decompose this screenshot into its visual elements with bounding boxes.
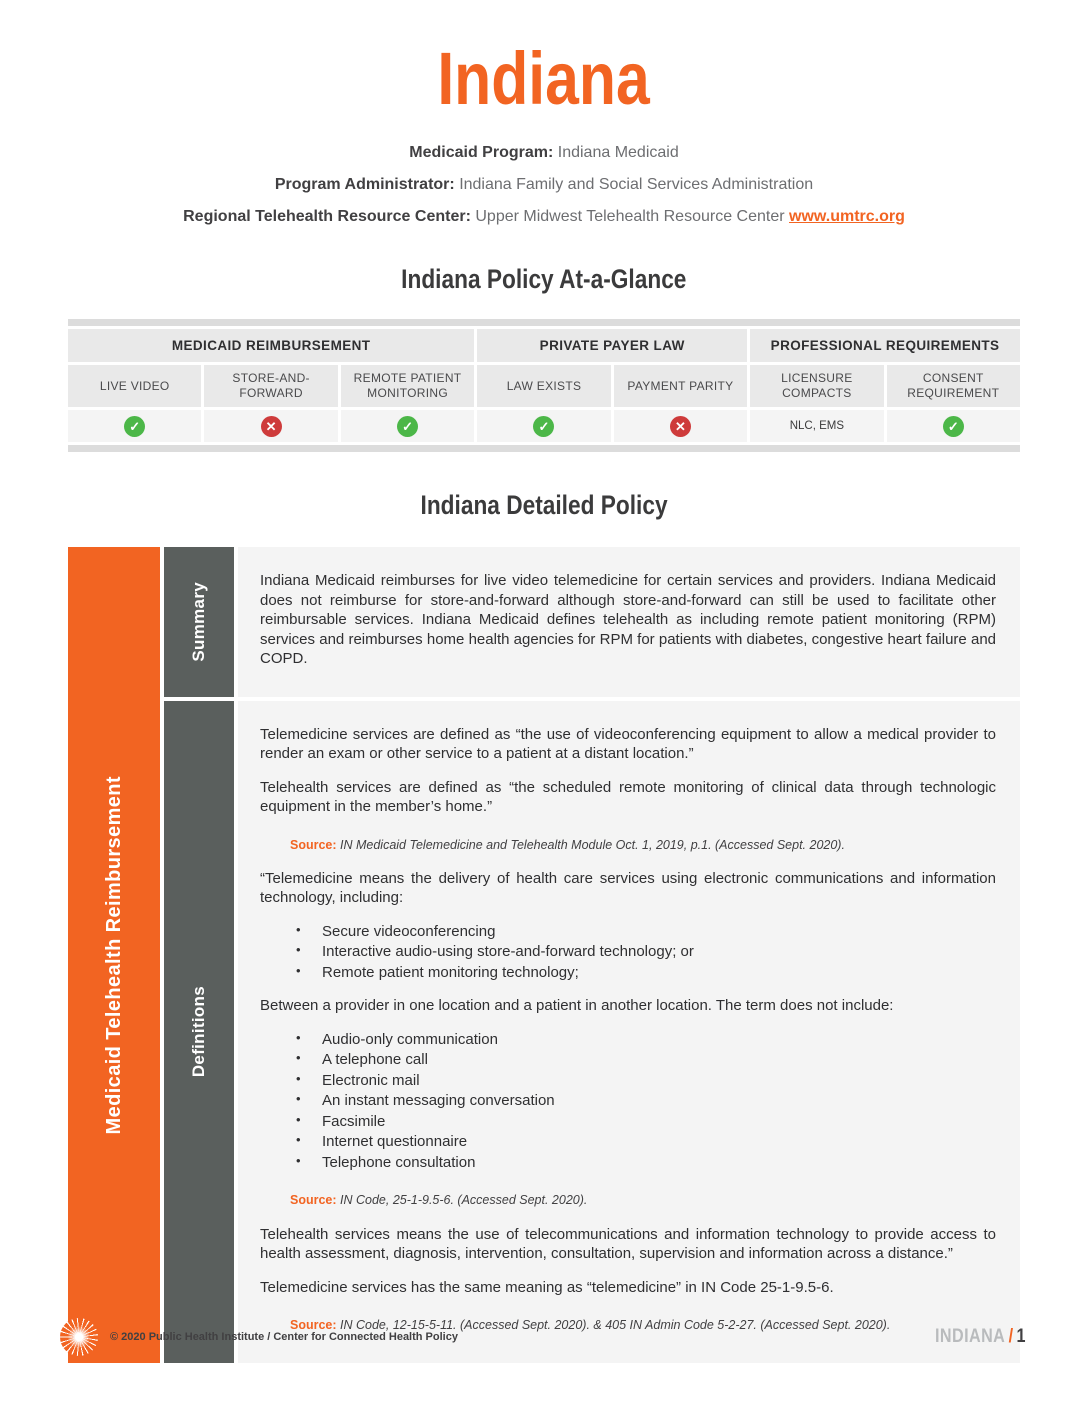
section-label xyxy=(164,547,234,697)
policy-bullet-item: • Telephone consultation xyxy=(288,1153,996,1173)
policy-paragraph: Telemedicine services are defined as “the use of videoconferencing equipment to allow a medical provider to render an exam or other service to a patient at a distant location.” xyxy=(260,725,996,762)
meta-value: Upper Midwest Telehealth Resource Center xyxy=(475,208,785,225)
cross-icon: ✕ xyxy=(670,416,691,437)
table-column-header: PAYMENT PARITY xyxy=(614,365,747,407)
policy-paragraph: Telehealth services are defined as “the scheduled remote monitoring of clinical data through technologic equipment in the member’s home.” xyxy=(260,778,996,815)
glance-heading: Indiana Policy At-a-Glance xyxy=(401,264,687,294)
table-group-header: MEDICAID REIMBURSEMENT xyxy=(68,329,474,362)
policy-bullet-item: • Remote patient monitoring technology; xyxy=(288,963,996,983)
meta-value: Indiana Medicaid xyxy=(557,144,679,161)
meta-label: Program Administrator: xyxy=(274,176,455,193)
source-label: Source: xyxy=(290,1193,341,1208)
table-value-cell xyxy=(887,410,1020,442)
table-column-header: CONSENT REQUIREMENT xyxy=(887,365,1020,407)
meta-label: Regional Telehealth Resource Center: xyxy=(183,208,471,225)
header-meta xyxy=(68,144,1020,226)
phi-sunburst-logo-icon xyxy=(60,1318,98,1356)
policy-bullet-list xyxy=(288,922,996,983)
copyright-text: © 2020 Public Health Institute / Center for Connected Health Policy xyxy=(110,1331,458,1343)
policy-bullet-item: • Internet questionnaire xyxy=(288,1132,996,1152)
section-content xyxy=(238,547,1020,697)
policy-bullet-item: • Electronic mail xyxy=(288,1071,996,1091)
policy-paragraph: Indiana Medicaid reimburses for live video telemedicine for certain services and providers. Indiana Medicaid does not reimburse for store-and-forward although store-and-forward can still be used to facilitate other reimbursable services. Indiana Medicaid defines telehealth as including remote patient monitoring (RPM) services and reimburses home health agencies for RPM for patients with diabetes, congestive heart failure and COPD. xyxy=(260,572,996,667)
page-indicator-state: INDIANA xyxy=(935,1326,1006,1347)
policy-bullet-item: • A telephone call xyxy=(288,1050,996,1070)
table-column-header: REMOTE PATIENT MONITORING xyxy=(341,365,474,407)
table-top-bar xyxy=(68,319,1020,326)
policy-paragraph: “Telemedicine means the delivery of health care services using electronic communications and information technology, including: xyxy=(260,869,996,907)
meta-label: Medicaid Program: xyxy=(409,144,554,161)
table-column-header: STORE-AND-FORWARD xyxy=(204,365,337,407)
policy-bullet-item: • Audio-only communication xyxy=(288,1030,996,1050)
table-value-cell xyxy=(750,410,883,442)
meta-value: Indiana Family and Social Services Administration xyxy=(459,176,814,193)
policy-bullet-item: • Interactive audio-using store-and-forward technology; or xyxy=(288,942,996,962)
table-value-cell xyxy=(204,410,337,442)
table-value-cell xyxy=(614,410,747,442)
page-title: Indiana xyxy=(437,37,651,120)
category-sidebar xyxy=(68,547,160,1363)
table-group-header: PRIVATE PAYER LAW xyxy=(477,329,747,362)
umtrc-link[interactable]: www.umtrc.org xyxy=(789,208,905,225)
policy-paragraph: Telemedicine services has the same meaning as “telemedicine” in IN Code 25-1-9.5-6. xyxy=(260,1278,834,1296)
table-value-cell xyxy=(68,410,201,442)
section-label xyxy=(164,701,234,1364)
section-content xyxy=(238,701,1020,1364)
meta-program-administrator xyxy=(68,176,1020,194)
check-icon: ✓ xyxy=(397,416,418,437)
check-icon: ✓ xyxy=(533,416,554,437)
policy-bullet-list xyxy=(288,1030,996,1173)
source-label: Source: xyxy=(290,837,341,852)
source-text: IN Medicaid Telemedicine and Telehealth Module Oct. 1, 2019, p.1. (Accessed Sept. 2020). xyxy=(340,837,845,852)
table-column-header: LAW EXISTS xyxy=(477,365,610,407)
table-group-header: PROFESSIONAL REQUIREMENTS xyxy=(750,329,1020,362)
policy-paragraph: Between a provider in one location and a patient in another location. The term does not include: xyxy=(260,997,894,1015)
detail-sections xyxy=(164,547,1020,1363)
detail-heading: Indiana Detailed Policy xyxy=(420,490,668,520)
meta-telehealth-resource-center xyxy=(68,208,1020,226)
check-icon: ✓ xyxy=(943,416,964,437)
page-footer xyxy=(60,1318,1026,1356)
detailed-policy-block xyxy=(68,547,1020,1363)
policy-paragraph: Telehealth services means the use of telecommunications and information technology to provide access to health assessment, diagnosis, intervention, consultation, supervision and information across a distance.” xyxy=(260,1225,996,1262)
policy-section-summary xyxy=(164,547,1020,697)
policy-at-a-glance-table xyxy=(68,319,1020,452)
category-label: Medicaid Telehealth Reimbursement xyxy=(102,775,125,1135)
source-text: IN Code, 12-15-5-11. (Accessed Sept. 2020). & 405 IN Admin Code 5-2-27. (Accessed Sept. 2020). xyxy=(340,1318,891,1332)
check-icon: ✓ xyxy=(124,416,145,437)
policy-bullet-item: • Secure videoconferencing xyxy=(288,922,996,942)
table-value-text: NLC, EMS xyxy=(789,420,845,432)
source-text: IN Code, 25-1-9.5-6. (Accessed Sept. 2020). xyxy=(340,1193,588,1208)
page-indicator-separator: / xyxy=(1009,1326,1014,1347)
table-value-cell xyxy=(341,410,474,442)
table-column-header: LIVE VIDEO xyxy=(68,365,201,407)
source-citation xyxy=(290,1192,996,1208)
page-number: 1 xyxy=(1017,1326,1026,1347)
policy-bullet-item: • Facsimile xyxy=(288,1112,996,1132)
table-column-header: LICENSURE COMPACTS xyxy=(750,365,883,407)
glance-grid xyxy=(68,329,1020,442)
source-citation xyxy=(290,837,996,853)
table-value-cell xyxy=(477,410,610,442)
cross-icon: ✕ xyxy=(261,416,282,437)
section-label-text: Definitions xyxy=(189,986,208,1078)
policy-bullet-item: • An instant messaging conversation xyxy=(288,1091,996,1111)
page-indicator xyxy=(919,1326,1026,1348)
source-label: Source: xyxy=(290,1318,341,1332)
table-bottom-bar xyxy=(68,445,1020,452)
section-label-text: Summary xyxy=(189,581,208,662)
meta-medicaid-program xyxy=(68,144,1020,162)
policy-section-definitions xyxy=(164,701,1020,1364)
